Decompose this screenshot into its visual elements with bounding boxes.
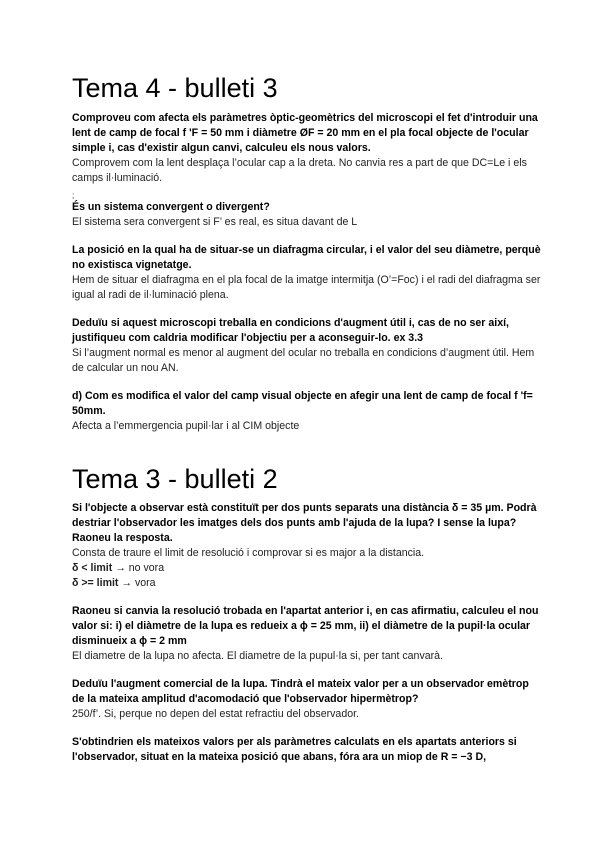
question-text: Raoneu si canvia la resolució trobada en l'apartat anterior i, en cas afirmatiu, calculeu el nou valor si: i) el diàmetre de la lupa es redueix a ϕ = 25 mm, ii) el diàmetre de la pupil·la ocular disminueix a ϕ = 2 mm (72, 605, 539, 647)
condition-result: → vora (118, 577, 156, 589)
answer-text: 250/f’. Si, perque no depen del estat refractiu del observador. (72, 708, 359, 720)
answer-text: El diametre de la lupa no afecta. El diametre de la pupul·la si, per tant canvarà. (72, 650, 443, 662)
answer-text: Afecta a l’emmergencia pupil·lar i al CIM objecte (72, 420, 300, 432)
question-block (72, 389, 542, 434)
heading-tema3: Tema 3 - bulleti 2 (72, 464, 278, 494)
question-block (72, 677, 542, 722)
condition-line (72, 576, 542, 591)
condition-line (72, 561, 542, 576)
condition-lhs: δ < limit (72, 562, 113, 574)
question-text: d) Com es modifica el valor del camp visual objecte en afegir una lent de camp de focal f 'f= 50mm. (72, 390, 533, 417)
question-text: Comproveu com afecta els paràmetres òptic-geomètrics del microscopi el fet d'introduir una lent de camp de focal f 'F = 50 mm i diàmetre ØF = 20 mm en el pla focal objecte de l'ocular simple i, cas d'existir algun canvi, calculeu els nous valors. (72, 112, 538, 154)
answer-text: Comprovem com la lent desplaça l’ocular cap a la dreta. No canvia res a part de que DC=Le i els camps il·luminació. (72, 157, 527, 184)
question-block (72, 111, 542, 186)
stray-mark: ; (72, 191, 75, 200)
question-block (72, 735, 542, 765)
answer-text: Consta de traure el limit de resolució i comprovar si es major a la distancia. (72, 547, 425, 559)
question-text: La posició en la qual ha de situar-se un diafragma circular, i el valor del seu diàmetre, perquè no existisca vignetatge. (72, 244, 541, 271)
question-block (72, 604, 542, 664)
question-block (72, 316, 542, 376)
condition-result: → no vora (112, 562, 165, 574)
question-text: Deduïu si aquest microscopi treballa en condicions d'augment útil i, cas de no ser així, justifiqueu com caldria modificar l'objectiu per a aconseguir-lo. ex 3.3 (72, 317, 509, 344)
question-block (72, 501, 542, 591)
question-text: Si l'objecte a observar està constituït per dos punts separats una distància δ = 35 µm. Podrà destriar l'observador les imatges dels dos punts amb l'ajuda de la lupa? I sense la lupa? Raoneu la resposta. (72, 502, 537, 544)
question-text: Deduïu l'augment comercial de la lupa. Tindrà el mateix valor per a un observador emètrop de la mateixa amplitud d'acomodació que l'observador hipermètrop? (72, 678, 529, 705)
condition-lhs: δ >= limit (72, 577, 119, 589)
section-tema3 (72, 463, 542, 778)
heading-tema4: Tema 4 - bulleti 3 (72, 73, 278, 103)
section-tema4 (72, 72, 542, 447)
answer-text: El sistema sera convergent si F’ es real, es situa davant de L (72, 216, 358, 228)
answer-text: Si l’augment normal es menor al augment del ocular no treballa en condicions d’augment útil. Hem de calcular un nou AN. (72, 347, 535, 374)
question-block (72, 192, 542, 230)
question-text: S'obtindrien els mateixos valors per als paràmetres calculats en els apartats anteriors si l'observador, situat en la mateixa posició que abans, fóra ara un miop de R = −3 D, (72, 736, 517, 763)
answer-text: Hem de situar el diafragma en el pla focal de la imatge intermitja (O’=Foc) i el radi del diafragma ser igual al radi de il·luminació plena. (72, 274, 541, 301)
question-block (72, 243, 542, 303)
question-text: És un sistema convergent o divergent? (72, 201, 270, 213)
